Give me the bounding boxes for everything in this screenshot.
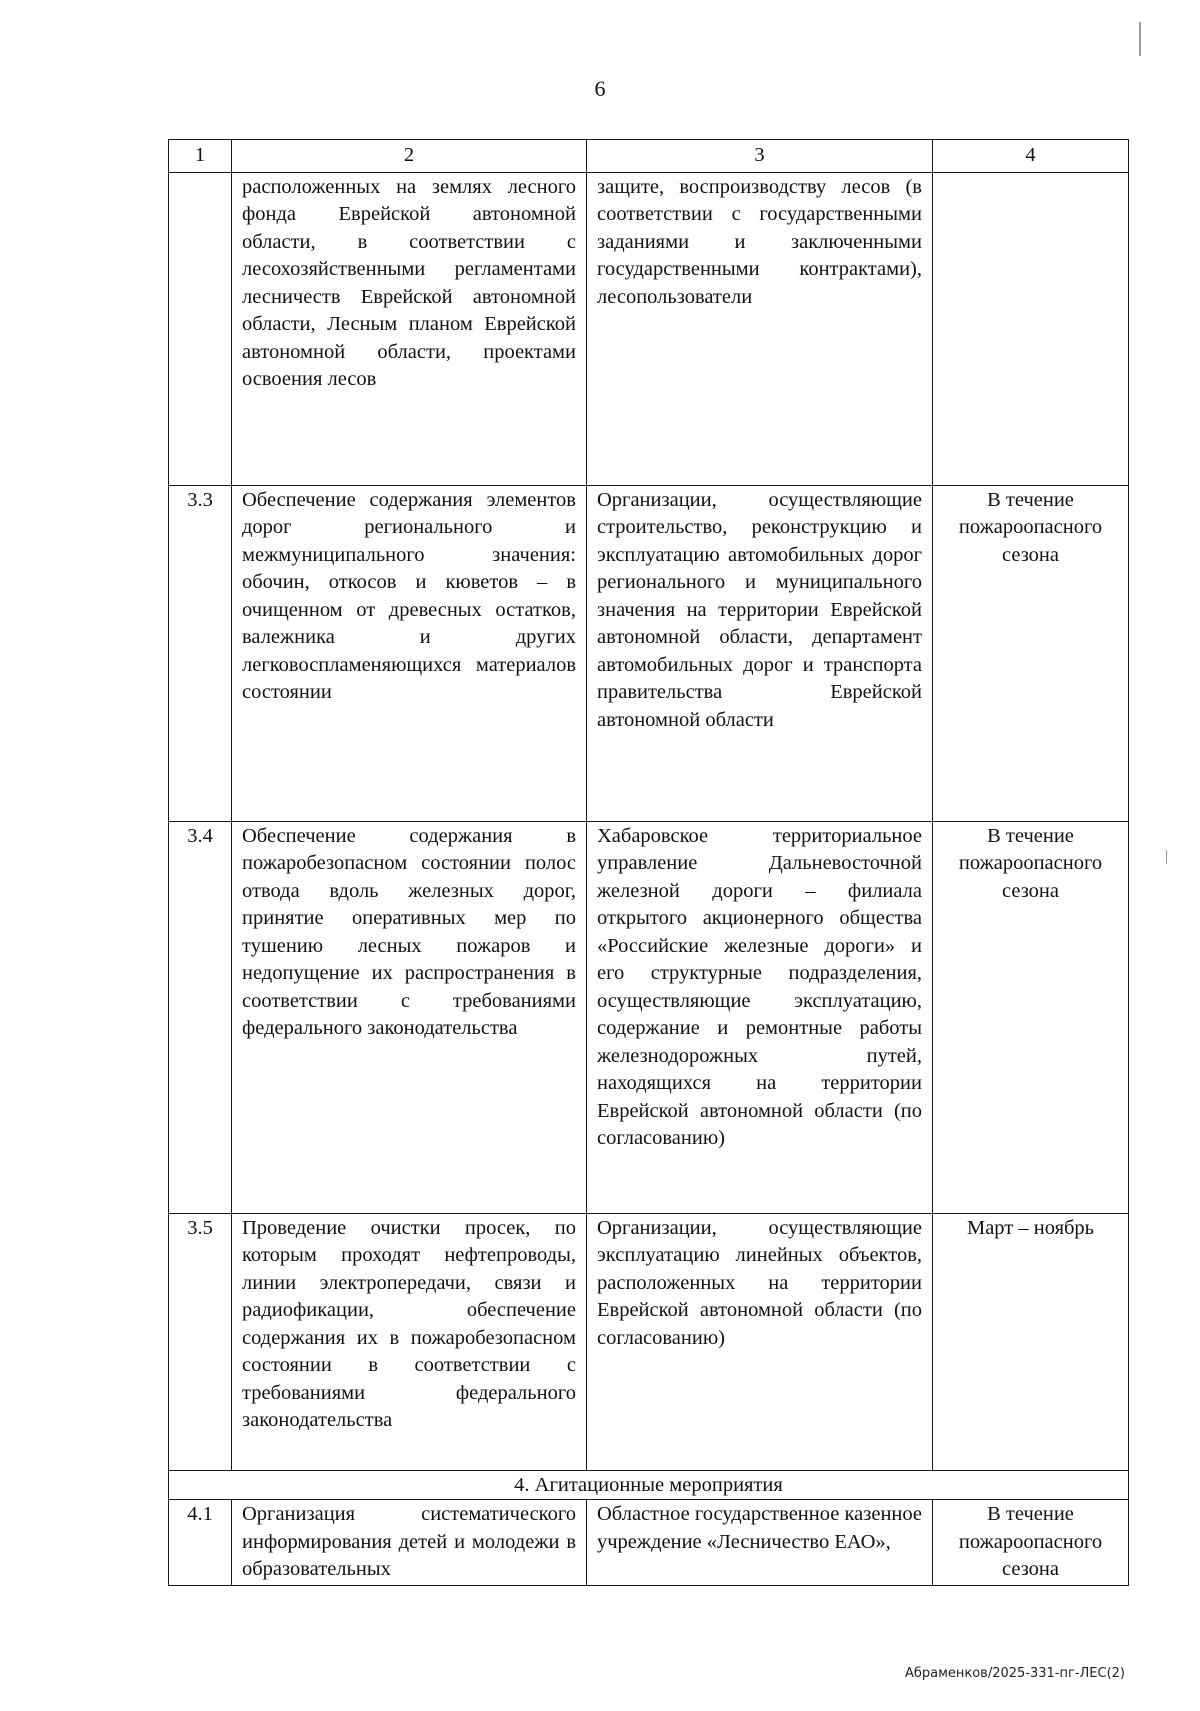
header-cell-2: 2 [232,140,587,173]
section-title: 4. Агитационные мероприятия [169,1470,1129,1500]
measure-text: расположенных на землях лесного фонда Еврейской автономной области, в соответствии с лесохозяйственными регламентами лесничеств Еврейской автономной области, Лесным планом Еврейской автономной области, проектами освоения лесов [232,172,587,485]
measure-text: Обеспечение содержания в пожаробезопасном состоянии полос отвода вдоль железных дорог, принятие оперативных мер по тушению лесных пожаров и недопущение их распространения в соответствии с требованиями федерального законодательства [232,821,587,1213]
period-text: В течение пожароопасного сезона [933,1500,1129,1586]
document-signature: Абраменков/2025-331-пг-ЛЕС(2) [904,1666,1125,1681]
executor-text: Областное государственное казенное учреждение «Лесничество ЕАО», [587,1500,933,1586]
header-cell-4: 4 [933,140,1129,173]
table-row [169,485,1129,821]
row-number [169,172,232,485]
table-row [169,172,1129,485]
table-row [169,1500,1129,1586]
table-row [169,1213,1129,1470]
row-number: 3.5 [169,1213,232,1470]
period-text: В течение пожароопасного сезона [933,485,1129,821]
table-row [169,821,1129,1213]
measure-text: Проведение очистки просек, по которым проходят нефтепроводы, линии электропередачи, связи и радиофикации, обеспечение содержания их в пожаробезопасном состоянии в соответствии с требованиями федерального законодательства [232,1213,587,1470]
executor-text: защите, воспроизводству лесов (в соответствии с государственными заданиями и заключенными государственными контрактами), лесопользователи [587,172,933,485]
header-cell-3: 3 [587,140,933,173]
section-heading-row [169,1470,1129,1500]
measure-text: Обеспечение содержания элементов дорог регионального и межмуниципального значения: обочин, откосов и кюветов – в очищенном от древесных остатков, валежника и других легковоспламеняющихся материалов состоянии [232,485,587,821]
header-cell-1: 1 [169,140,232,173]
executor-text: Организации, осуществляющие эксплуатацию линейных объектов, расположенных на территории Еврейской автономной области (по согласованию) [587,1213,933,1470]
row-number: 3.4 [169,821,232,1213]
row-number: 3.3 [169,485,232,821]
period-text: Март – ноябрь [933,1213,1129,1470]
period-text [933,172,1129,485]
table-header-row [169,140,1129,173]
scan-artifact-line [1166,850,1167,864]
measure-text: Организация систематического информирования детей и молодежи в образовательных [232,1500,587,1586]
executor-text: Организации, осуществляющие строительство, реконструкцию и эксплуатацию автомобильных дорог регионального и муниципального значения на территории Еврейской автономной области, департамент автомобильных дорог и транспорта правительства Еврейской автономной области [587,485,933,821]
period-text: В течение пожароопасного сезона [933,821,1129,1213]
executor-text: Хабаровское территориальное управление Дальневосточной железной дороги – филиала открытого акционерного общества «Российские железные дороги» и его структурные подразделения, осуществляющие эксплуатацию, содержание и ремонтные работы железнодорожных путей, находящихся на территории Еврейской автономной области (по согласованию) [587,821,933,1213]
measures-table [168,139,1129,1586]
scan-artifact-line [1139,22,1141,56]
row-number: 4.1 [169,1500,232,1586]
page-number: 6 [594,76,606,101]
